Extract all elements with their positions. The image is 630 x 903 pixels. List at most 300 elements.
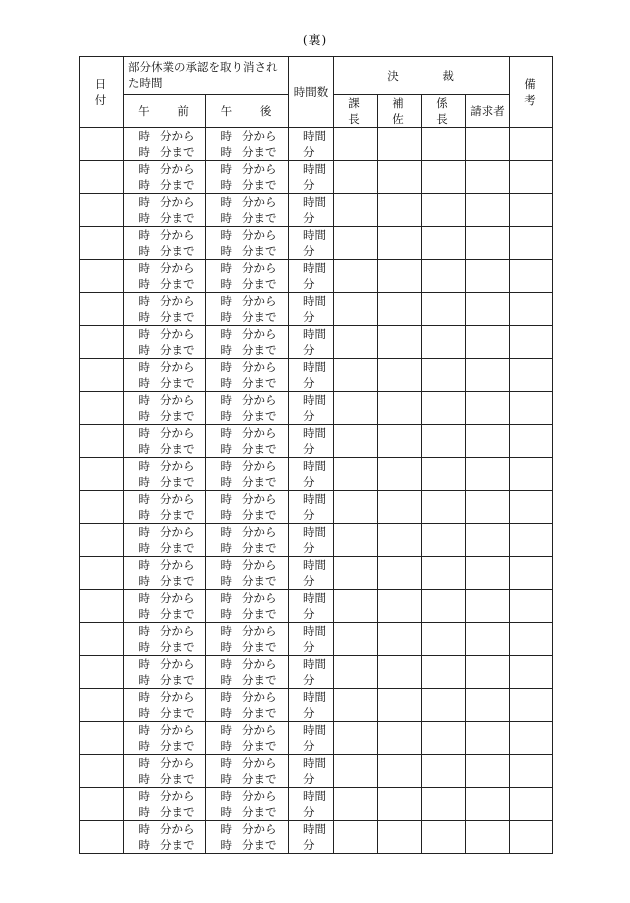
approval-requester-cell[interactable] [466, 260, 510, 293]
approval-requester-cell[interactable] [466, 425, 510, 458]
minute-from-unit: 分から [160, 723, 195, 737]
approval-section-chief-cell[interactable] [334, 128, 378, 161]
time-from-line [206, 392, 288, 408]
approval-subsection-chief-cell[interactable] [422, 524, 466, 557]
approval-section-chief-cell[interactable] [334, 392, 378, 425]
date-cell[interactable] [80, 458, 124, 491]
hour-unit: 時 [138, 591, 150, 605]
minute-from-unit: 分から [242, 657, 277, 671]
approval-section-chief-cell[interactable] [334, 326, 378, 359]
hours-cell[interactable] [289, 524, 334, 557]
am-time-cell[interactable] [124, 821, 206, 854]
approval-subsection-chief-cell[interactable] [422, 557, 466, 590]
hours-cell[interactable] [289, 821, 334, 854]
approval-section-chief-cell[interactable] [334, 623, 378, 656]
time-until-line [124, 804, 205, 820]
pm-time-cell[interactable] [206, 425, 289, 458]
approval-requester-cell[interactable] [466, 194, 510, 227]
approval-subsection-chief-cell[interactable] [422, 755, 466, 788]
approval-assistant-cell[interactable] [378, 293, 422, 326]
approval-subsection-chief-cell[interactable] [422, 623, 466, 656]
approval-section-chief-cell[interactable] [334, 689, 378, 722]
am-time-cell[interactable] [124, 722, 206, 755]
approval-requester-cell[interactable] [466, 722, 510, 755]
approval-subsection-chief-cell[interactable] [422, 326, 466, 359]
minute-from-unit: 分から [160, 459, 195, 473]
remarks-cell[interactable] [510, 821, 553, 854]
approval-subsection-chief-cell[interactable] [422, 260, 466, 293]
remarks-cell[interactable] [510, 227, 553, 260]
date-cell[interactable] [80, 590, 124, 623]
hour-unit: 時 [138, 459, 150, 473]
date-cell[interactable] [80, 821, 124, 854]
approval-assistant-cell[interactable] [378, 491, 422, 524]
hours-cell[interactable] [289, 689, 334, 722]
approval-subsection-chief-cell[interactable] [422, 821, 466, 854]
date-cell[interactable] [80, 392, 124, 425]
pm-time-cell[interactable] [206, 161, 289, 194]
hour-unit: 時 [138, 640, 150, 654]
approval-subsection-chief-cell[interactable] [422, 788, 466, 821]
am-time-cell[interactable] [124, 656, 206, 689]
duration-hours-unit: 時間 [303, 195, 326, 209]
hour-unit: 時 [220, 673, 232, 687]
minute-until-unit: 分まで [160, 640, 195, 654]
approval-section-chief-cell[interactable] [334, 425, 378, 458]
date-cell[interactable] [80, 161, 124, 194]
time-from-line [124, 227, 205, 243]
minute-from-unit: 分から [242, 261, 277, 275]
hour-unit: 時 [220, 294, 232, 308]
pm-time-cell[interactable] [206, 623, 289, 656]
approval-subsection-chief-cell[interactable] [422, 722, 466, 755]
approval-assistant-cell[interactable] [378, 524, 422, 557]
pm-time-cell[interactable] [206, 260, 289, 293]
time-until-line [206, 837, 288, 853]
am-time-cell[interactable] [124, 590, 206, 623]
table-row [80, 557, 553, 590]
pm-time-cell[interactable] [206, 128, 289, 161]
minute-until-unit: 分まで [242, 640, 277, 654]
table-row [80, 491, 553, 524]
table-row [80, 788, 553, 821]
approval-assistant-cell[interactable] [378, 623, 422, 656]
time-until-line [206, 243, 288, 259]
approval-assistant-cell[interactable] [378, 392, 422, 425]
hour-unit: 時 [220, 376, 232, 390]
pm-time-cell[interactable] [206, 392, 289, 425]
remarks-cell[interactable] [510, 161, 553, 194]
hours-cell[interactable] [289, 722, 334, 755]
am-time-cell[interactable] [124, 227, 206, 260]
remarks-cell[interactable] [510, 128, 553, 161]
time-until-line [206, 441, 288, 457]
date-cell[interactable] [80, 755, 124, 788]
minute-from-unit: 分から [242, 195, 277, 209]
approval-requester-cell[interactable] [466, 392, 510, 425]
approval-requester-cell[interactable] [466, 293, 510, 326]
time-until-line [124, 771, 205, 787]
am-time-cell[interactable] [124, 623, 206, 656]
remarks-cell[interactable] [510, 755, 553, 788]
remarks-cell[interactable] [510, 425, 553, 458]
hour-unit: 時 [138, 327, 150, 341]
approval-subsection-chief-cell[interactable] [422, 359, 466, 392]
remarks-cell[interactable] [510, 491, 553, 524]
approval-subsection-chief-cell[interactable] [422, 161, 466, 194]
pm-time-cell[interactable] [206, 227, 289, 260]
time-until-line [206, 408, 288, 424]
hours-cell[interactable] [289, 128, 334, 161]
approval-section-chief-cell[interactable] [334, 755, 378, 788]
hours-cell[interactable] [289, 491, 334, 524]
approval-assistant-cell[interactable] [378, 458, 422, 491]
hours-cell[interactable] [289, 623, 334, 656]
am-time-cell[interactable] [124, 689, 206, 722]
date-cell[interactable] [80, 293, 124, 326]
hour-unit: 時 [138, 211, 150, 225]
approval-subsection-chief-cell[interactable] [422, 689, 466, 722]
approval-requester-cell[interactable] [466, 821, 510, 854]
duration-hours-unit: 時間 [303, 558, 326, 572]
approval-requester-cell[interactable] [466, 557, 510, 590]
pm-time-cell[interactable] [206, 491, 289, 524]
hours-cell[interactable] [289, 227, 334, 260]
time-from-line [124, 425, 205, 441]
approval-requester-cell[interactable] [466, 161, 510, 194]
hour-unit: 時 [220, 574, 232, 588]
hours-cell[interactable] [289, 194, 334, 227]
date-cell[interactable] [80, 227, 124, 260]
date-cell[interactable] [80, 128, 124, 161]
minute-until-unit: 分まで [160, 673, 195, 687]
am-time-cell[interactable] [124, 359, 206, 392]
hour-unit: 時 [138, 739, 150, 753]
approval-requester-cell[interactable] [466, 359, 510, 392]
remarks-cell[interactable] [510, 392, 553, 425]
table-row [80, 524, 553, 557]
minute-until-unit: 分まで [242, 508, 277, 522]
am-time-cell[interactable] [124, 161, 206, 194]
am-time-cell[interactable] [124, 128, 206, 161]
approval-assistant-cell[interactable] [378, 161, 422, 194]
approval-section-chief-cell[interactable] [334, 293, 378, 326]
minute-until-unit: 分まで [242, 805, 277, 819]
time-from-line [206, 557, 288, 573]
date-cell[interactable] [80, 425, 124, 458]
approval-assistant-cell[interactable] [378, 359, 422, 392]
approval-section-chief-cell[interactable] [334, 656, 378, 689]
hour-unit: 時 [138, 178, 150, 192]
time-from-line [206, 755, 288, 771]
header-pm: 午 後 [206, 95, 289, 128]
time-until-line [206, 507, 288, 523]
hour-unit: 時 [138, 838, 150, 852]
pm-time-cell[interactable] [206, 821, 289, 854]
time-until-line [206, 540, 288, 556]
remarks-cell[interactable] [510, 722, 553, 755]
approval-section-chief-cell[interactable] [334, 722, 378, 755]
approval-assistant-cell[interactable] [378, 326, 422, 359]
date-cell[interactable] [80, 491, 124, 524]
approval-assistant-cell[interactable] [378, 788, 422, 821]
approval-requester-cell[interactable] [466, 458, 510, 491]
time-from-line [206, 722, 288, 738]
pm-time-cell[interactable] [206, 326, 289, 359]
minute-from-unit: 分から [160, 261, 195, 275]
date-cell[interactable] [80, 623, 124, 656]
remarks-cell[interactable] [510, 458, 553, 491]
remarks-cell[interactable] [510, 557, 553, 590]
remarks-cell[interactable] [510, 359, 553, 392]
approval-subsection-chief-cell[interactable] [422, 491, 466, 524]
pm-time-cell[interactable] [206, 755, 289, 788]
header-role-subsection-chief: 係 長 [422, 95, 466, 128]
minute-from-unit: 分から [242, 492, 277, 506]
minute-from-unit: 分から [242, 360, 277, 374]
pm-time-cell[interactable] [206, 359, 289, 392]
time-until-line [124, 276, 205, 292]
approval-subsection-chief-cell[interactable] [422, 194, 466, 227]
hour-unit: 時 [220, 492, 232, 506]
approval-requester-cell[interactable] [466, 326, 510, 359]
approval-subsection-chief-cell[interactable] [422, 128, 466, 161]
remarks-cell[interactable] [510, 293, 553, 326]
time-from-line [124, 161, 205, 177]
time-until-line [124, 672, 205, 688]
approval-subsection-chief-cell[interactable] [422, 590, 466, 623]
approval-section-chief-cell[interactable] [334, 821, 378, 854]
approval-requester-cell[interactable] [466, 128, 510, 161]
duration-minutes-unit: 分 [303, 244, 315, 258]
time-from-line [206, 425, 288, 441]
approval-section-chief-cell[interactable] [334, 260, 378, 293]
am-time-cell[interactable] [124, 557, 206, 590]
approval-requester-cell[interactable] [466, 590, 510, 623]
time-from-line [124, 359, 205, 375]
minute-from-unit: 分から [160, 756, 195, 770]
hour-unit: 時 [220, 277, 232, 291]
approval-assistant-cell[interactable] [378, 227, 422, 260]
remarks-cell[interactable] [510, 656, 553, 689]
pm-time-cell[interactable] [206, 293, 289, 326]
approval-assistant-cell[interactable] [378, 590, 422, 623]
am-time-cell[interactable] [124, 260, 206, 293]
minute-from-unit: 分から [160, 426, 195, 440]
approval-requester-cell[interactable] [466, 227, 510, 260]
date-cell[interactable] [80, 722, 124, 755]
hours-cell[interactable] [289, 755, 334, 788]
am-time-cell[interactable] [124, 755, 206, 788]
hour-unit: 時 [138, 508, 150, 522]
hour-unit: 時 [220, 195, 232, 209]
pm-time-cell[interactable] [206, 458, 289, 491]
hour-unit: 時 [220, 409, 232, 423]
hour-unit: 時 [138, 145, 150, 159]
hours-cell[interactable] [289, 359, 334, 392]
hour-unit: 時 [220, 591, 232, 605]
pm-time-cell[interactable] [206, 557, 289, 590]
minute-until-unit: 分まで [160, 838, 195, 852]
hours-cell[interactable] [289, 260, 334, 293]
time-from-line [124, 194, 205, 210]
approval-section-chief-cell[interactable] [334, 359, 378, 392]
am-time-cell[interactable] [124, 326, 206, 359]
hours-cell[interactable] [289, 425, 334, 458]
approval-assistant-cell[interactable] [378, 821, 422, 854]
hour-unit: 時 [138, 607, 150, 621]
approval-subsection-chief-cell[interactable] [422, 425, 466, 458]
remarks-cell[interactable] [510, 590, 553, 623]
hours-cell[interactable] [289, 557, 334, 590]
minute-from-unit: 分から [242, 591, 277, 605]
hours-cell[interactable] [289, 788, 334, 821]
approval-subsection-chief-cell[interactable] [422, 458, 466, 491]
date-cell[interactable] [80, 260, 124, 293]
duration-hours-unit: 時間 [303, 228, 326, 242]
approval-assistant-cell[interactable] [378, 557, 422, 590]
am-time-cell[interactable] [124, 788, 206, 821]
minute-until-unit: 分まで [242, 706, 277, 720]
approval-assistant-cell[interactable] [378, 128, 422, 161]
table-row [80, 425, 553, 458]
approval-section-chief-cell[interactable] [334, 557, 378, 590]
am-time-cell[interactable] [124, 194, 206, 227]
remarks-cell[interactable] [510, 788, 553, 821]
approval-subsection-chief-cell[interactable] [422, 293, 466, 326]
approval-section-chief-cell[interactable] [334, 788, 378, 821]
time-from-line [206, 623, 288, 639]
pm-time-cell[interactable] [206, 656, 289, 689]
date-cell[interactable] [80, 689, 124, 722]
remarks-cell[interactable] [510, 524, 553, 557]
minute-from-unit: 分から [242, 162, 277, 176]
date-cell[interactable] [80, 524, 124, 557]
approval-assistant-cell[interactable] [378, 194, 422, 227]
approval-section-chief-cell[interactable] [334, 590, 378, 623]
minute-from-unit: 分から [160, 789, 195, 803]
time-until-line [206, 309, 288, 325]
pm-time-cell[interactable] [206, 689, 289, 722]
time-until-line [206, 672, 288, 688]
hours-cell[interactable] [289, 326, 334, 359]
duration-minutes-unit: 分 [303, 145, 315, 159]
approval-assistant-cell[interactable] [378, 656, 422, 689]
pm-time-cell[interactable] [206, 722, 289, 755]
hour-unit: 時 [138, 492, 150, 506]
approval-requester-cell[interactable] [466, 491, 510, 524]
hour-unit: 時 [138, 228, 150, 242]
duration-minutes-unit: 分 [303, 838, 315, 852]
approval-assistant-cell[interactable] [378, 260, 422, 293]
approval-subsection-chief-cell[interactable] [422, 656, 466, 689]
approval-assistant-cell[interactable] [378, 425, 422, 458]
hour-unit: 時 [220, 327, 232, 341]
hours-cell[interactable] [289, 161, 334, 194]
approval-requester-cell[interactable] [466, 656, 510, 689]
minute-from-unit: 分から [160, 525, 195, 539]
approval-section-chief-cell[interactable] [334, 194, 378, 227]
hour-unit: 時 [138, 525, 150, 539]
hours-cell[interactable] [289, 458, 334, 491]
time-until-line [206, 771, 288, 787]
approval-subsection-chief-cell[interactable] [422, 227, 466, 260]
minute-until-unit: 分まで [242, 574, 277, 588]
minute-until-unit: 分まで [160, 574, 195, 588]
hour-unit: 時 [138, 657, 150, 671]
pm-time-cell[interactable] [206, 194, 289, 227]
time-until-line [124, 705, 205, 721]
table-row [80, 293, 553, 326]
hours-cell[interactable] [289, 392, 334, 425]
minute-from-unit: 分から [242, 624, 277, 638]
duration-hours-unit: 時間 [303, 162, 326, 176]
minute-from-unit: 分から [242, 327, 277, 341]
time-from-line [124, 821, 205, 837]
am-time-cell[interactable] [124, 524, 206, 557]
remarks-cell[interactable] [510, 689, 553, 722]
am-time-cell[interactable] [124, 458, 206, 491]
am-time-cell[interactable] [124, 425, 206, 458]
date-cell[interactable] [80, 557, 124, 590]
approval-requester-cell[interactable] [466, 524, 510, 557]
date-cell[interactable] [80, 656, 124, 689]
am-time-cell[interactable] [124, 491, 206, 524]
hour-unit: 時 [220, 607, 232, 621]
date-cell[interactable] [80, 359, 124, 392]
approval-assistant-cell[interactable] [378, 755, 422, 788]
date-cell[interactable] [80, 788, 124, 821]
minute-until-unit: 分まで [160, 607, 195, 621]
approval-section-chief-cell[interactable] [334, 491, 378, 524]
minute-until-unit: 分まで [160, 310, 195, 324]
approval-requester-cell[interactable] [466, 788, 510, 821]
remarks-cell[interactable] [510, 194, 553, 227]
am-time-cell[interactable] [124, 392, 206, 425]
date-cell[interactable] [80, 194, 124, 227]
pm-time-cell[interactable] [206, 788, 289, 821]
approval-requester-cell[interactable] [466, 623, 510, 656]
approval-section-chief-cell[interactable] [334, 524, 378, 557]
approval-assistant-cell[interactable] [378, 689, 422, 722]
date-cell[interactable] [80, 326, 124, 359]
pm-time-cell[interactable] [206, 524, 289, 557]
hour-unit: 時 [220, 657, 232, 671]
remarks-cell[interactable] [510, 623, 553, 656]
time-until-line [124, 573, 205, 589]
approval-subsection-chief-cell[interactable] [422, 392, 466, 425]
duration-minutes-unit: 分 [303, 706, 315, 720]
hours-cell[interactable] [289, 293, 334, 326]
approval-section-chief-cell[interactable] [334, 227, 378, 260]
remarks-cell[interactable] [510, 326, 553, 359]
approval-assistant-cell[interactable] [378, 722, 422, 755]
approval-section-chief-cell[interactable] [334, 161, 378, 194]
approval-requester-cell[interactable] [466, 689, 510, 722]
pm-time-cell[interactable] [206, 590, 289, 623]
remarks-cell[interactable] [510, 260, 553, 293]
hours-cell[interactable] [289, 656, 334, 689]
minute-from-unit: 分から [160, 327, 195, 341]
approval-section-chief-cell[interactable] [334, 458, 378, 491]
time-from-line [206, 821, 288, 837]
approval-requester-cell[interactable] [466, 755, 510, 788]
minute-from-unit: 分から [242, 459, 277, 473]
time-from-line [124, 392, 205, 408]
time-from-line [206, 326, 288, 342]
hours-cell[interactable] [289, 590, 334, 623]
am-time-cell[interactable] [124, 293, 206, 326]
